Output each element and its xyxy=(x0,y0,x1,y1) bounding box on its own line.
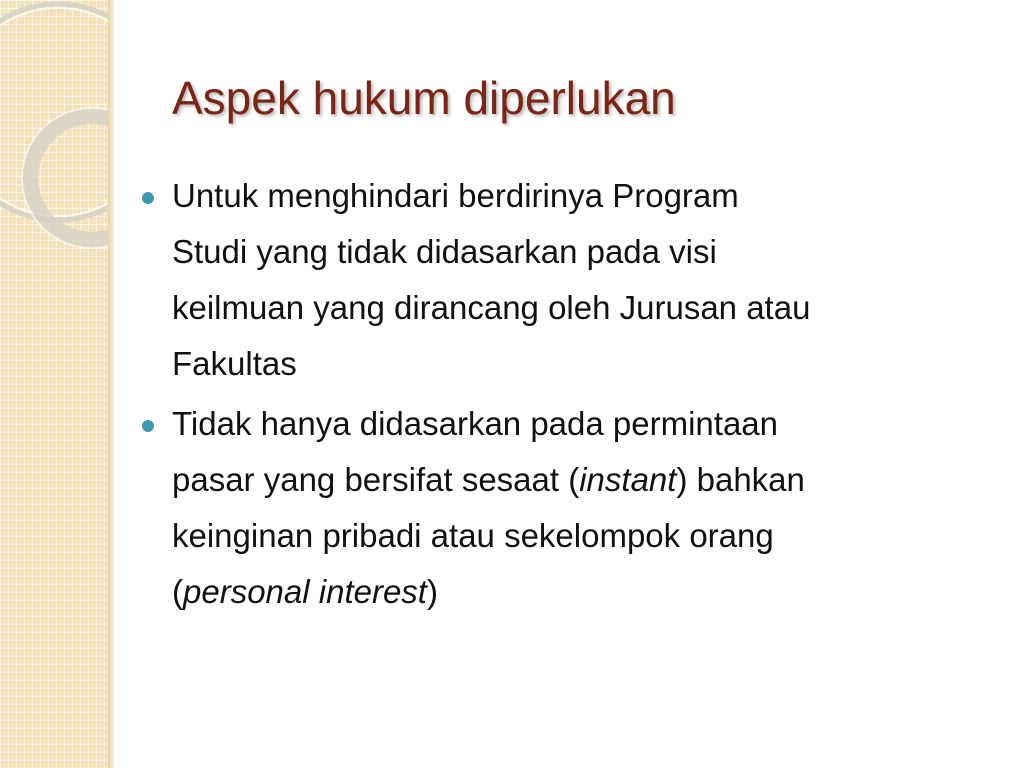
slide-title: Aspek hukum diperlukan xyxy=(172,72,676,124)
bullet-dot-icon xyxy=(142,192,154,204)
bullet-text-line xyxy=(172,452,972,508)
text-segment: ) xyxy=(426,573,438,610)
italic-term: personal interest xyxy=(183,573,427,610)
bullet-text-line: keilmuan yang dirancang oleh Jurusan atau xyxy=(172,289,811,326)
text-segment: ) bahkan xyxy=(676,461,805,498)
bullet-dot-icon xyxy=(142,420,154,432)
bullet-text-line xyxy=(172,564,972,620)
text-segment: pasar yang bersifat sesaat ( xyxy=(172,461,580,498)
bullet-list xyxy=(172,168,972,624)
sidebar-edge xyxy=(108,0,114,768)
bullet-text-line: Untuk menghindari berdirinya Program xyxy=(172,177,739,214)
bullet-item xyxy=(172,168,972,392)
bullet-text-line: Studi yang tidak didasarkan pada visi xyxy=(172,233,717,270)
bullet-text-line: keinginan pribadi atau sekelompok orang xyxy=(172,517,774,554)
italic-term: instant xyxy=(579,461,677,498)
bullet-item xyxy=(172,396,972,620)
bullet-text-line: Tidak hanya didasarkan pada permintaan xyxy=(172,405,779,442)
decorative-sidebar xyxy=(0,0,112,768)
bullet-text-line: Fakultas xyxy=(172,345,297,382)
text-segment: ( xyxy=(172,573,183,610)
decorative-circles xyxy=(0,0,112,768)
